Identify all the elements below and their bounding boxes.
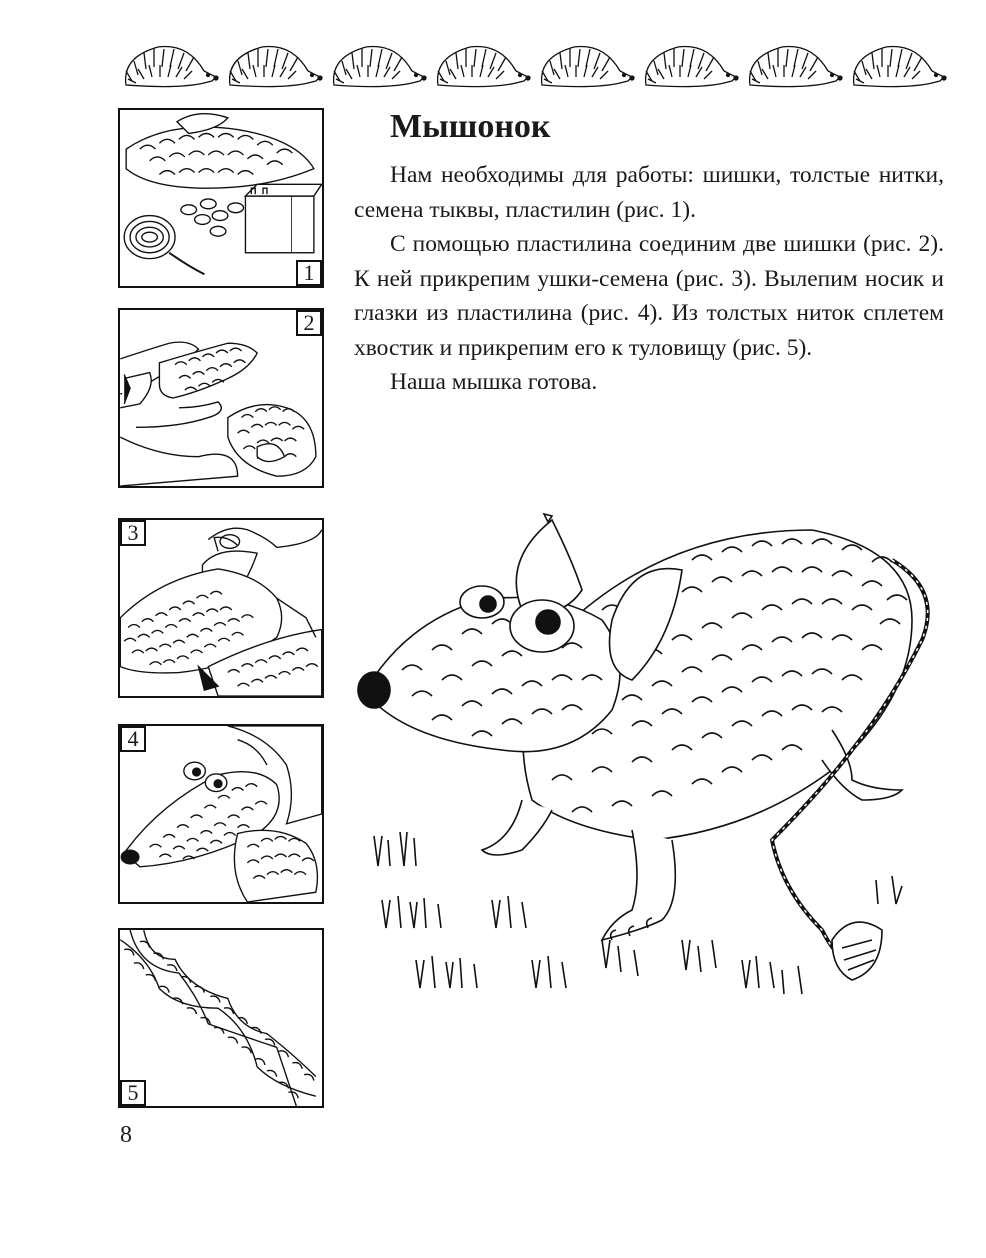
hedgehog-icon <box>534 37 636 97</box>
hedgehog-icon <box>326 37 428 97</box>
figure-number: 5 <box>120 1080 146 1106</box>
pine-cone-thread-seeds-plasticine-icon <box>120 110 322 286</box>
hands-joining-cones-icon <box>120 310 322 486</box>
figure-number: 1 <box>296 260 322 286</box>
hedgehog-icon <box>222 37 324 97</box>
pine-cone-mouse-icon <box>352 500 942 1020</box>
paragraph: Наша мышка готова. <box>390 369 598 395</box>
figure-1 <box>118 108 324 288</box>
attaching-seed-ears-icon <box>120 520 322 696</box>
hedgehog-icon <box>638 37 740 97</box>
mouse-head-with-eyes-icon <box>120 726 322 902</box>
paragraph: С помощью пластилина соединим две шишки (рис. 2). К ней прикрепим ушки-семена (рис. 3). Вылепим носик и глазки из пластилина (рис. 4). Из толстых ниток сплетем хвостик и прикрепим его к туловищу (рис. 5). <box>354 231 944 361</box>
figure-number: 3 <box>120 520 146 546</box>
figure-number: 2 <box>296 310 322 336</box>
paragraph: Нам необходимы для работы: шишки, толстые нитки, семена тыквы, пластилин (рис. 1). <box>354 162 944 223</box>
hedgehog-icon <box>430 37 532 97</box>
article-body <box>354 158 944 400</box>
page-title: Мышонок <box>390 108 551 145</box>
figure-3 <box>118 518 324 698</box>
hedgehog-icon <box>742 37 844 97</box>
figure-5 <box>118 928 324 1108</box>
hedgehog-border <box>118 36 948 98</box>
page-number: 8 <box>120 1122 132 1148</box>
mouse-illustration <box>352 500 942 1020</box>
braided-thread-tail-icon <box>120 930 322 1106</box>
figure-number: 4 <box>120 726 146 752</box>
figure-2 <box>118 308 324 488</box>
hedgehog-icon <box>118 37 220 97</box>
figure-4 <box>118 724 324 904</box>
hedgehog-icon <box>846 37 948 97</box>
